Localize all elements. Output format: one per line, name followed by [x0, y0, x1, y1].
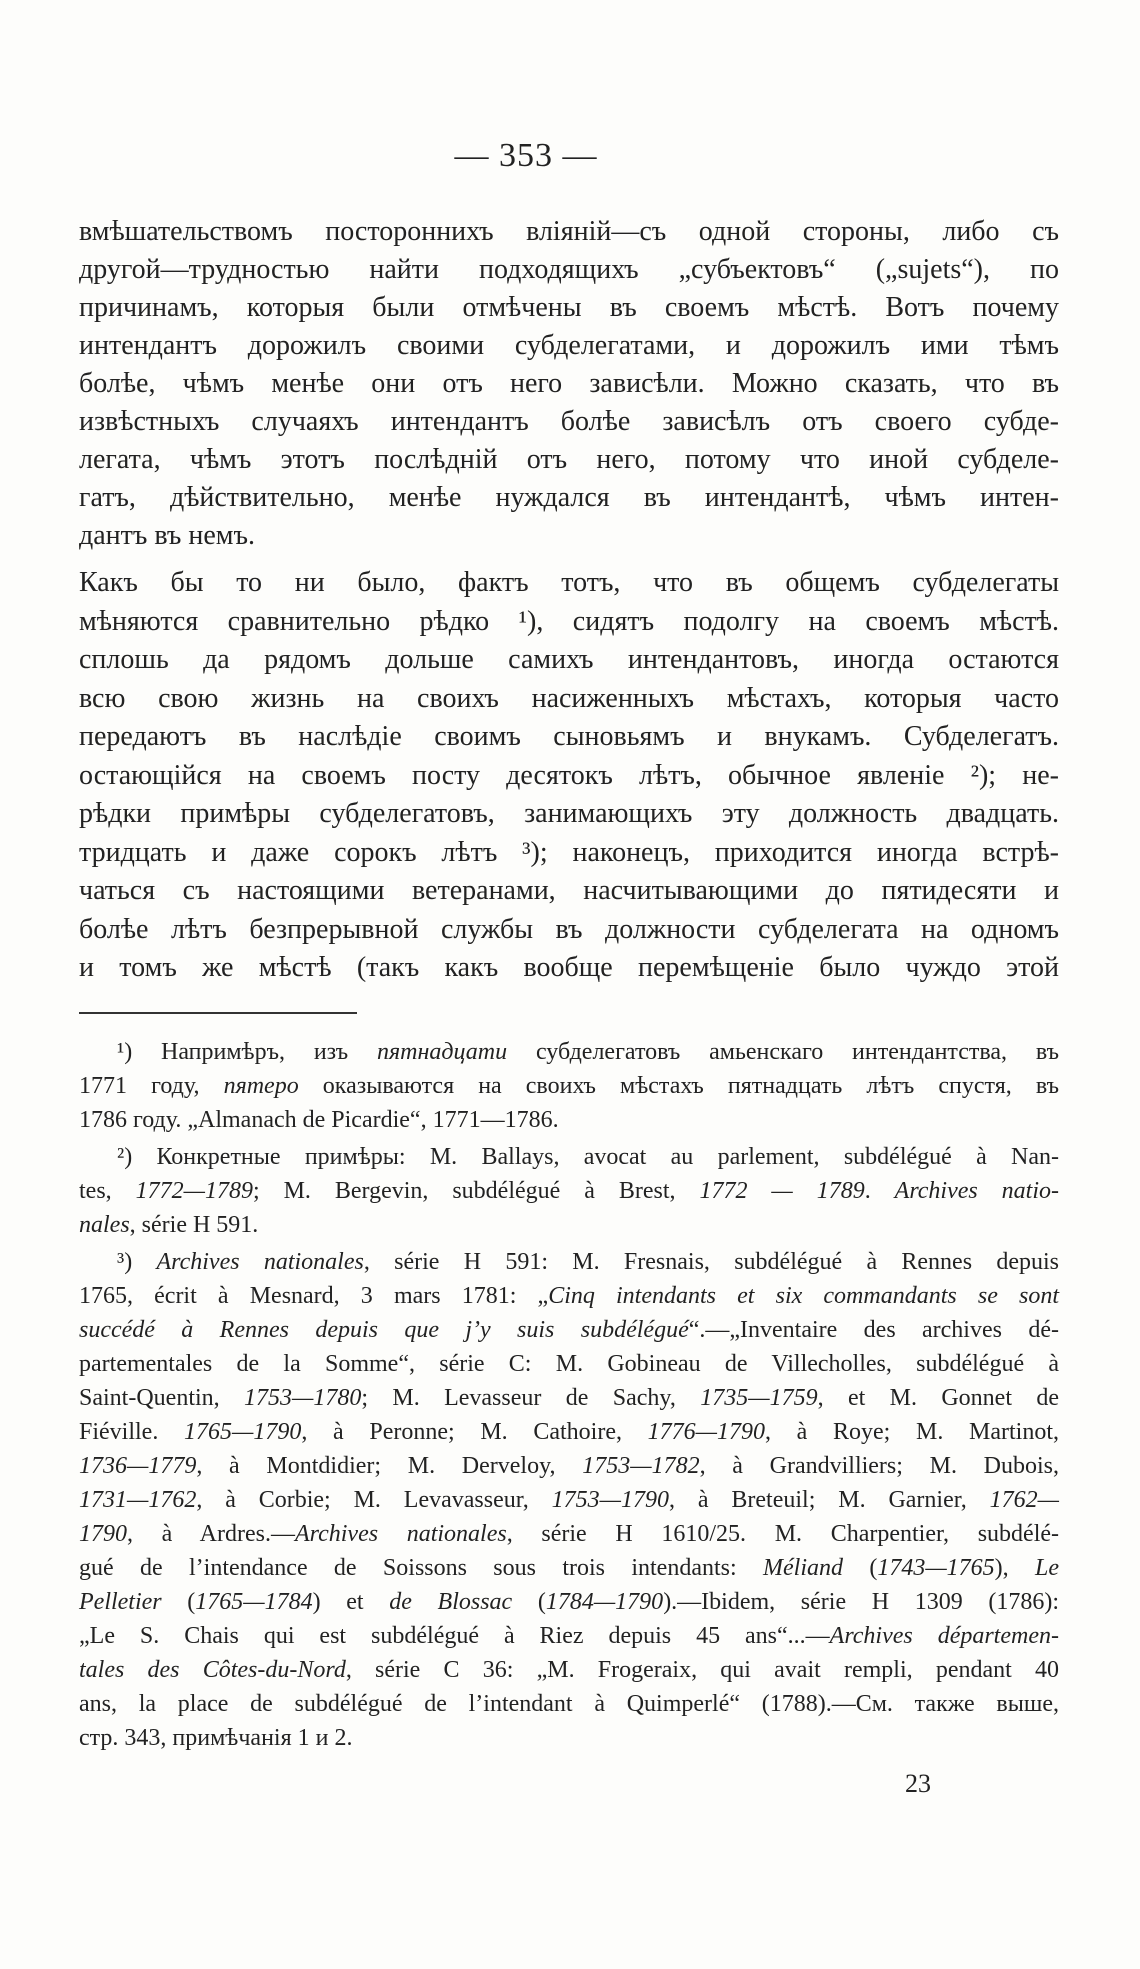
italic-text: 1765—1790	[184, 1419, 302, 1445]
footnote-line	[79, 1619, 1059, 1653]
footnote	[79, 1245, 1059, 1755]
text-segment: ).—Ibidem, série H 1309 (1786):	[663, 1589, 1060, 1615]
text-line: и томъ же мѣстѣ (такъ какъ вообще перемѣщеніе было чуждо этой	[79, 952, 1059, 983]
footnote-marker: ³)	[117, 1249, 133, 1275]
text-segment: ; M. Bergevin, subdélégué à Brest,	[252, 1178, 700, 1204]
text-line: Какъ бы то ни было, фактъ тотъ, что въ общемъ субделегаты	[79, 567, 1059, 598]
text-segment: ans, la place de subdélégué de l’intendant à Quimperlé“ (1788).—См. также выше,	[79, 1691, 1059, 1717]
footnotes	[79, 1035, 1059, 1758]
italic-text: 1776—1790	[647, 1419, 765, 1445]
text-segment: , à Grandvilliers; M. Dubois,	[699, 1453, 1060, 1479]
italic-text: 1772 — 1789	[699, 1178, 865, 1204]
text-segment: , et M. Gonnet de	[817, 1385, 1059, 1411]
footnote-separator	[79, 1012, 357, 1014]
text-line: чаться съ настоящими ветеранами, насчитывающими до пятидесяти и	[79, 875, 1059, 906]
text-line: рѣдки примѣры субделегатовъ, занимающихъ эту должность двадцать.	[79, 798, 1059, 829]
footnote-line	[79, 1347, 1059, 1381]
italic-text: tales des Côtes-du-Nord	[79, 1657, 346, 1683]
footnote-line	[79, 1313, 1059, 1347]
text-segment: , série C 36: „M. Frogeraix, qui avait rempli, pendant 40	[345, 1657, 1059, 1683]
text-line: другой—трудностью найти подходящихъ „субъектовъ“ („sujets“), по	[79, 254, 1059, 285]
text-line: мѣняются сравнительно рѣдко ¹), сидятъ подолгу на своемъ мѣстѣ.	[79, 605, 1059, 637]
italic-text: Cinq intendants et six commandants se sont	[548, 1283, 1060, 1309]
footnote-line	[79, 1245, 1059, 1279]
text-segment: , à Breteuil; M. Garnier,	[669, 1487, 990, 1513]
footnote-line	[79, 1483, 1059, 1517]
text-segment: оказываются на своихъ мѣстахъ пятнадцать лѣтъ спустя, въ	[298, 1073, 1060, 1099]
text-segment: .	[864, 1178, 895, 1204]
signature-mark: 23	[905, 1769, 931, 1798]
text-line: причинамъ, которыя были отмѣчены въ своемъ мѣстѣ. Вотъ почему	[79, 292, 1059, 323]
italic-text: 1743—1765	[877, 1555, 995, 1581]
italic-text: 1753—1790	[551, 1487, 669, 1513]
text-segment: partementales de la Somme“, série C: M. Gobineau de Villecholles, subdélégué à	[79, 1351, 1059, 1377]
text-segment: , série H 591: M. Fresnais, subdélégué à Rennes depuis	[363, 1249, 1059, 1275]
text-segment: (	[161, 1589, 196, 1615]
footnote-line	[79, 1035, 1059, 1069]
italic-text: Archives natio-	[894, 1178, 1060, 1204]
footnote-line	[79, 1069, 1059, 1103]
page-number-header: — 353 —	[454, 137, 598, 174]
text-segment: , à Roye; M. Martinot,	[765, 1419, 1059, 1445]
text-segment: 1771 году,	[79, 1073, 224, 1099]
text-segment: 1765, écrit à Mesnard, 3 mars 1781: „	[79, 1283, 549, 1309]
text-segment: Напримѣръ, изъ	[132, 1039, 377, 1065]
text-segment: Saint-Quentin,	[79, 1385, 245, 1411]
italic-text: пятнадцати	[376, 1039, 508, 1065]
footnote-line	[79, 1585, 1059, 1619]
text-segment: стр. 343, примѣчанія 1 и 2.	[79, 1725, 353, 1751]
text-line: передаютъ въ наслѣдіе своимъ сыновьямъ и внукамъ. Субделегатъ.	[79, 721, 1059, 752]
text-line: болѣе, чѣмъ менѣе они отъ него зависѣли. Можно сказать, что въ	[79, 368, 1059, 399]
italic-text: 1736—1779	[79, 1453, 197, 1479]
text-segment: ) et	[312, 1589, 390, 1615]
footnote-line	[79, 1279, 1059, 1313]
italic-text: Le	[1035, 1555, 1060, 1581]
text-segment: 1786 году. „Almanach de Picardie“, 1771—1786.	[79, 1107, 559, 1133]
italic-text: 1784—1790	[545, 1589, 664, 1615]
text-line: болѣе лѣтъ безпрерывной службы въ должности субделегата на одномъ	[79, 913, 1059, 945]
text-segment: (	[512, 1589, 546, 1615]
text-line: извѣстныхъ случаяхъ интендантъ болѣе зависѣлъ отъ своего субде-	[79, 406, 1059, 437]
text-segment	[132, 1249, 156, 1275]
text-segment: , à Corbie; M. Levavasseur,	[196, 1487, 552, 1513]
text-segment: tes,	[79, 1178, 136, 1204]
footnote-marker: ²)	[117, 1144, 133, 1170]
footnote	[79, 1140, 1059, 1242]
italic-text: 1735—1759	[700, 1385, 818, 1411]
text-segment: , à Ardres.—	[127, 1521, 295, 1547]
footnote-line	[79, 1721, 1059, 1755]
italic-text: Archives nationales	[294, 1521, 507, 1547]
footnote-line	[79, 1551, 1059, 1585]
italic-text: 1790	[79, 1521, 127, 1547]
text-segment: , à Peronne; M. Cathoire,	[301, 1419, 648, 1445]
text-line: интендантъ дорожилъ своими субделегатами, и дорожилъ ими тѣмъ	[79, 330, 1059, 361]
text-line: тридцать и даже сорокъ лѣтъ ³); наконецъ, приходится иногда встрѣ-	[79, 836, 1059, 868]
text-line: вмѣшательствомъ постороннихъ вліяній—съ одной стороны, либо съ	[79, 216, 1059, 247]
text-segment: , à Montdidier; M. Derveloy,	[196, 1453, 583, 1479]
italic-text: 1772—1789	[135, 1178, 253, 1204]
footnote-line	[79, 1449, 1059, 1483]
footnote-line	[79, 1415, 1059, 1449]
footnote-line	[79, 1140, 1059, 1174]
text-segment: ),	[994, 1555, 1036, 1581]
footnote-line	[79, 1208, 1059, 1242]
italic-text: пятеро	[223, 1073, 299, 1099]
text-segment: субделегатовъ амьенскаго интендантства, въ	[507, 1039, 1059, 1065]
italic-text: 1765—1784	[195, 1589, 313, 1615]
text-segment: Конкретные примѣры: M. Ballays, avocat au parlement, subdélégué à Nan-	[132, 1144, 1059, 1170]
italic-text: Archives nationales	[156, 1249, 364, 1275]
text-segment: „Le S. Chais qui est subdélégué à Riez depuis 45 ans“...—	[79, 1623, 830, 1649]
text-segment: ; M. Levasseur de Sachy,	[361, 1385, 701, 1411]
text-line: всю свою жизнь на своихъ насиженныхъ мѣстахъ, которыя часто	[79, 682, 1059, 714]
text-segment: , série H 1610/25. M. Charpentier, subdélé-	[506, 1521, 1060, 1547]
text-line: гатъ, дѣйствительно, менѣе нуждался въ интендантѣ, чѣмъ интен-	[79, 482, 1059, 513]
italic-text: 1753—1780	[244, 1385, 362, 1411]
italic-text: Archives départemen-	[829, 1623, 1059, 1649]
text-segment: gué de l’intendance de Soissons sous trois intendants:	[79, 1555, 763, 1581]
italic-text: 1731—1762	[79, 1487, 197, 1513]
footnote-line	[79, 1687, 1059, 1721]
main-text	[79, 213, 1059, 988]
footnote-line	[79, 1103, 1059, 1137]
paragraph	[79, 564, 1059, 988]
text-line: дантъ въ немъ.	[79, 520, 255, 551]
footnote-line	[79, 1174, 1059, 1208]
italic-text: 1762—	[989, 1487, 1059, 1513]
text-segment: “.—„Inventaire des archives dé-	[688, 1317, 1059, 1343]
italic-text: Pelletier	[79, 1589, 162, 1615]
footnote-line	[79, 1653, 1059, 1687]
italic-text: de Blossac	[389, 1589, 513, 1615]
italic-text: Méliand	[763, 1555, 843, 1581]
footnote-line	[79, 1517, 1059, 1551]
text-segment: , série H 591.	[129, 1212, 259, 1238]
italic-text: nales	[79, 1212, 130, 1238]
text-segment: Fiéville.	[79, 1419, 184, 1445]
footnote-marker: ¹)	[117, 1039, 133, 1065]
text-line: легата, чѣмъ этотъ послѣдній отъ него, потому что иной субделе-	[79, 444, 1059, 475]
footnote-line	[79, 1381, 1059, 1415]
text-segment: (	[842, 1555, 878, 1581]
paragraph	[79, 213, 1059, 555]
footnote	[79, 1035, 1059, 1137]
italic-text: 1753—1782	[582, 1453, 700, 1479]
text-line: сплошь да рядомъ дольше самихъ интендантовъ, иногда остаются	[79, 644, 1059, 675]
italic-text: succédé à Rennes depuis que j’y suis subdélégué	[79, 1317, 689, 1343]
text-line: остающійся на своемъ посту десятокъ лѣтъ, обычное явленіе ²); не-	[79, 759, 1059, 791]
